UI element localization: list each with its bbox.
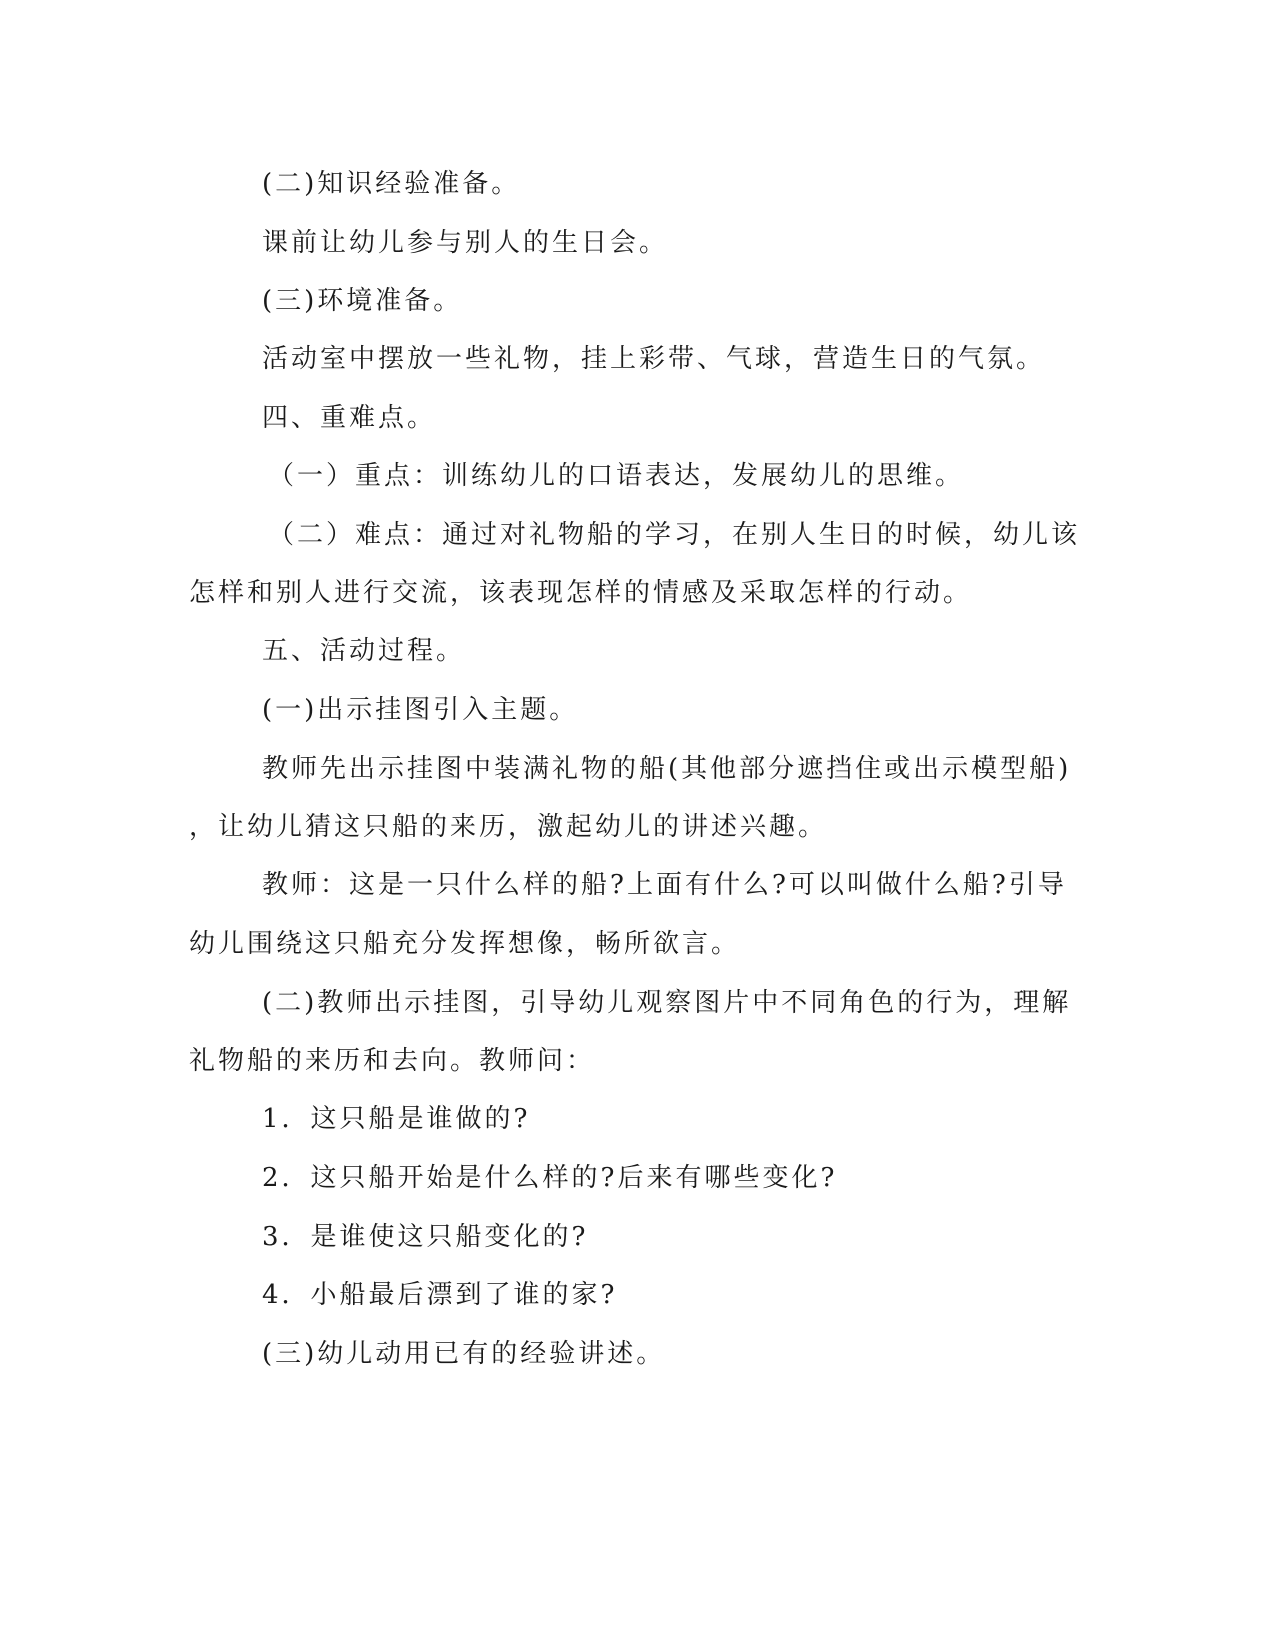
paragraph: 活动室中摆放一些礼物，挂上彩带、气球，营造生日的气氛。: [262, 344, 1046, 374]
section-heading-key-points: 四、重难点。: [262, 403, 437, 433]
section-heading-knowledge-prep: (二)知识经验准备。: [262, 169, 521, 199]
paragraph-continuation: 礼物船的来历和去向。教师问：: [189, 1046, 596, 1076]
list-item: 2．这只船开始是什么样的?后来有哪些变化?: [262, 1163, 838, 1193]
subsection-heading: (一)出示挂图引入主题。: [262, 695, 579, 725]
paragraph: 教师：这是一只什么样的船?上面有什么?可以叫做什么船?引导: [262, 870, 1067, 900]
paragraph: (二)教师出示挂图，引导幼儿观察图片中不同角色的行为，理解: [262, 988, 1072, 1018]
paragraph: 教师先出示挂图中装满礼物的船(其他部分遮挡住或出示模型船): [262, 754, 1072, 784]
paragraph: （二）难点：通过对礼物船的学习，在别人生日的时候，幼儿该: [268, 520, 1081, 550]
list-item: 4．小船最后漂到了谁的家?: [262, 1280, 618, 1310]
paragraph-continuation: ，让幼儿猜这只船的来历，激起幼儿的讲述兴趣。: [189, 812, 828, 842]
section-heading-environment-prep: (三)环境准备。: [262, 286, 463, 316]
list-item: 3．是谁使这只船变化的?: [262, 1222, 589, 1252]
subsection-heading: (三)幼儿动用已有的经验讲述。: [262, 1339, 666, 1369]
paragraph: （一）重点：训练幼儿的口语表达，发展幼儿的思维。: [268, 461, 965, 491]
paragraph-continuation: 幼儿围绕这只船充分发挥想像，畅所欲言。: [189, 929, 741, 959]
paragraph-continuation: 怎样和别人进行交流，该表现怎样的情感及采取怎样的行动。: [189, 578, 973, 608]
section-heading-activity-process: 五、活动过程。: [262, 636, 466, 666]
paragraph: 课前让幼儿参与别人的生日会。: [262, 228, 669, 258]
list-item: 1．这只船是谁做的?: [262, 1104, 531, 1134]
